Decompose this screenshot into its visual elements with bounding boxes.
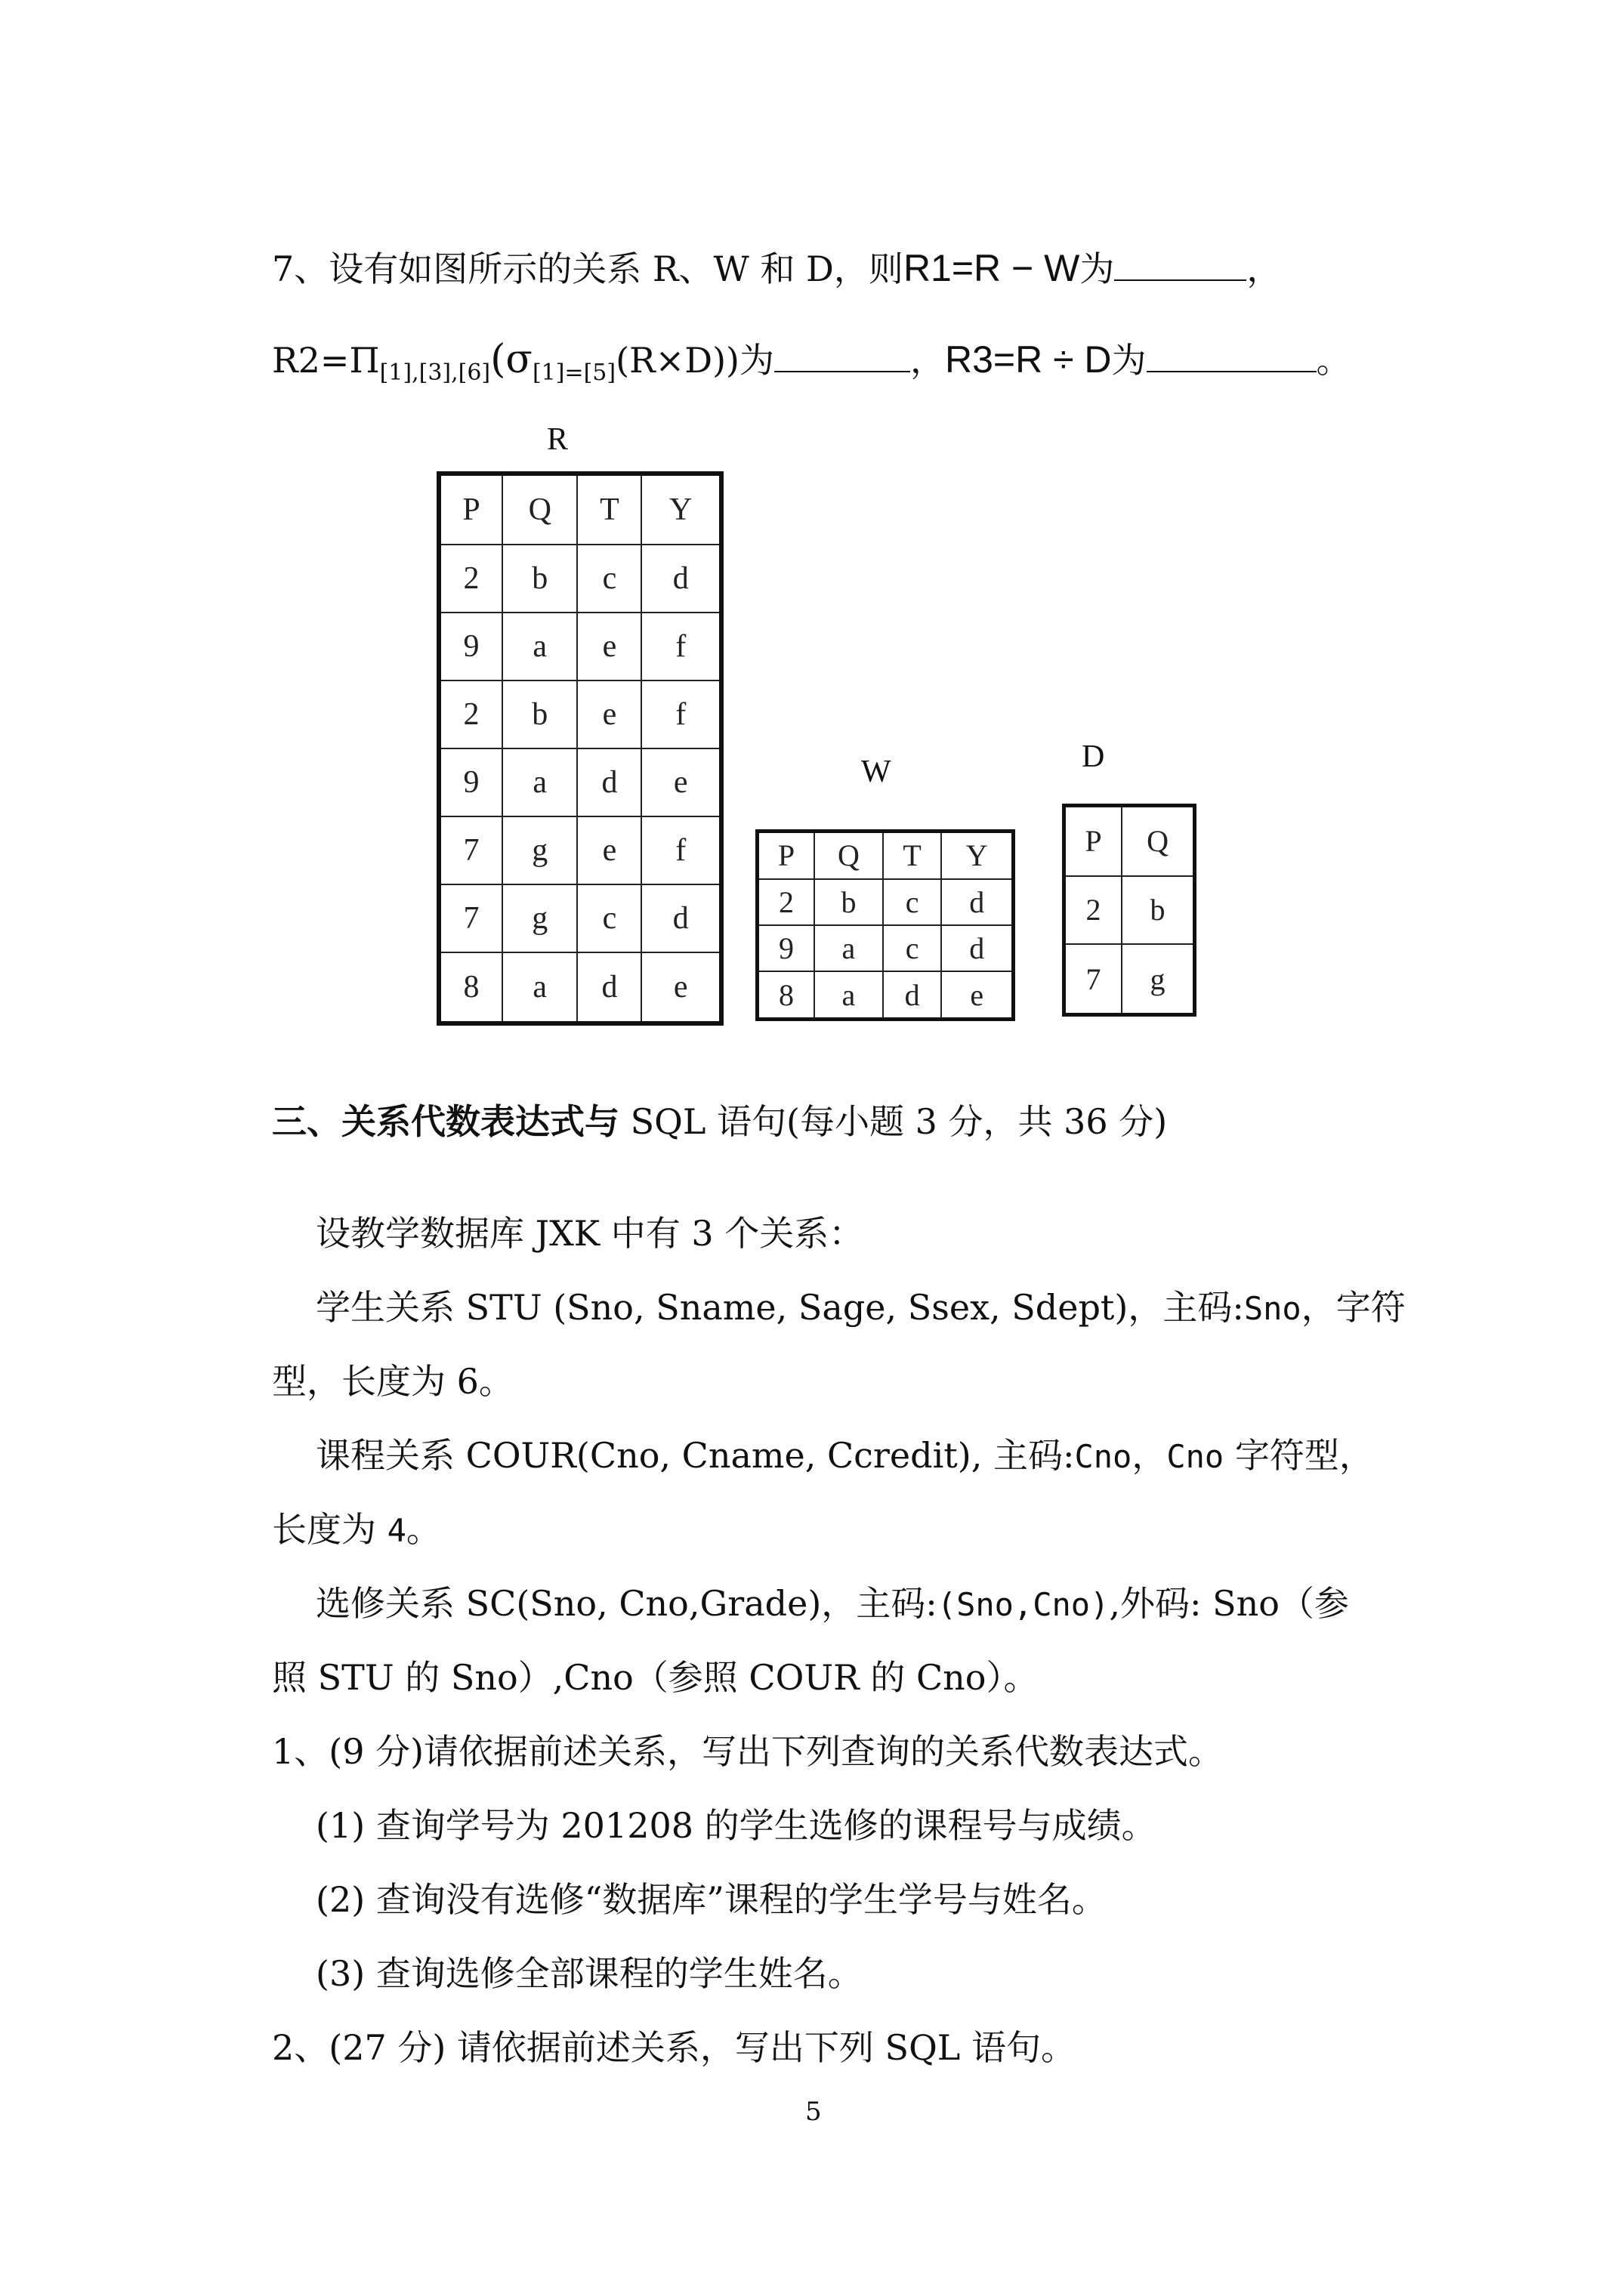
q7-r3-suffix: 为 — [1111, 340, 1147, 381]
q1-item-2: (2) 查询没有选修“数据库”课程的学生学号与姓名。 — [316, 1879, 1107, 1920]
relation-table-r — [437, 471, 724, 1026]
sc-line1 — [316, 1583, 1349, 1624]
table-cell: 7 — [439, 884, 502, 952]
table-cell: e — [577, 613, 641, 680]
q1-item-1: (1) 查询学号为 201208 的学生选修的课程号与成绩。 — [316, 1805, 1156, 1846]
q7-r3-expr: R3=R ÷ D — [944, 338, 1112, 381]
relation-table-w — [755, 829, 1015, 1021]
table-cell: e — [641, 952, 721, 1023]
cour-line1-a: 课程关系 COUR(Cno, Cname, Ccredit), 主码: — [316, 1435, 1075, 1476]
table-cell: d — [641, 545, 721, 613]
section3-title-a: 三、关系代数表达式与 — [272, 1101, 619, 1142]
table-cell: d — [577, 748, 641, 816]
cour-line1-c: 字符型， — [1224, 1435, 1374, 1476]
table-cell: e — [941, 971, 1013, 1019]
q7-line2 — [272, 337, 1351, 386]
table-cell: b — [502, 545, 577, 613]
table-row — [1064, 876, 1195, 944]
table-cell: 2 — [439, 545, 502, 613]
answer-blank-r1[interactable] — [1114, 249, 1246, 281]
table-cell: d — [941, 925, 1013, 971]
table-header-cell: Q — [814, 832, 883, 879]
stu-line1-b: ，字符 — [1301, 1287, 1406, 1328]
cour-key-code: Cno — [1074, 1438, 1132, 1475]
table-cell: f — [641, 816, 721, 884]
table-label-d: D — [1082, 739, 1105, 774]
table-header-cell: T — [883, 832, 942, 879]
table-cell: b — [502, 680, 577, 748]
stu-line1-a: 学生关系 STU (Sno, Sname, Sage, Ssex, Sdept)，主码: — [316, 1287, 1244, 1328]
table-cell: e — [577, 816, 641, 884]
table-cell: d — [941, 879, 1013, 925]
table-cell: e — [577, 680, 641, 748]
table-row — [439, 545, 721, 613]
table-cell: 9 — [758, 925, 815, 971]
page-number: 5 — [805, 2097, 822, 2127]
table-header-row — [439, 474, 721, 545]
table-cell: 8 — [758, 971, 815, 1019]
table-cell: g — [1122, 944, 1194, 1014]
table-cell: 9 — [439, 748, 502, 816]
cour-line2-a: 长度为 — [272, 1509, 387, 1550]
table-header-row — [1064, 806, 1195, 876]
table-cell: 2 — [758, 879, 815, 925]
q1-item-3: (3) 查询选修全部课程的学生姓名。 — [316, 1953, 863, 1994]
table-header-cell: P — [758, 832, 815, 879]
table-cell: d — [641, 884, 721, 952]
table-cell: a — [502, 952, 577, 1023]
q7-line1 — [272, 249, 1281, 287]
table-cell: b — [814, 879, 883, 925]
table-cell: a — [502, 748, 577, 816]
intro-text: 设教学数据库 JXK 中有 3 个关系： — [316, 1213, 864, 1254]
section3-title-b: SQL 语句(每小题 3 分，共 36 分) — [619, 1101, 1168, 1142]
sigma-subscript: [1]=[5] — [532, 360, 616, 386]
table-cell: e — [641, 748, 721, 816]
table-cell: c — [577, 545, 641, 613]
table-cell: a — [814, 971, 883, 1019]
table-cell: 7 — [1064, 944, 1122, 1014]
q7-r2-inner: (R×D))为 — [616, 340, 774, 381]
table-label-r: R — [547, 422, 569, 457]
table-header-cell: P — [1064, 806, 1122, 876]
stu-line2: 型，长度为 6。 — [272, 1361, 514, 1402]
table-label-w: W — [861, 755, 891, 789]
table-cell: 2 — [1064, 876, 1122, 944]
section3-heading — [272, 1101, 1168, 1142]
table-header-cell: Y — [641, 474, 721, 545]
table-header-cell: P — [439, 474, 502, 545]
pi-symbol: Π — [349, 340, 380, 381]
sc-key-code: (Sno,Cno) — [937, 1586, 1110, 1623]
stu-line1 — [316, 1287, 1406, 1328]
table-cell: 9 — [439, 613, 502, 680]
table-row — [439, 952, 721, 1023]
cour-line2 — [272, 1509, 441, 1550]
table-header-cell: Q — [502, 474, 577, 545]
table-header-cell: Q — [1122, 806, 1194, 876]
q7-r2-label: R2= — [272, 340, 350, 381]
table-cell: g — [502, 884, 577, 952]
cour-length-code: 4 — [387, 1512, 406, 1549]
q7-line2-mid: ， — [909, 340, 945, 381]
table-row — [1064, 944, 1195, 1014]
stu-key-code: Sno — [1243, 1290, 1301, 1327]
table-header-cell: T — [577, 474, 641, 545]
table-cell: c — [577, 884, 641, 952]
table-row — [439, 613, 721, 680]
table-header-cell: Y — [941, 832, 1013, 879]
table-cell: 8 — [439, 952, 502, 1023]
table-cell: b — [1122, 876, 1194, 944]
table-cell: d — [577, 952, 641, 1023]
pi-subscript: [1],[3],[6] — [379, 360, 491, 386]
table-row — [439, 884, 721, 952]
sigma-symbol: (σ — [490, 337, 533, 382]
table-cell: d — [883, 971, 942, 1019]
relation-table-d — [1062, 804, 1196, 1017]
answer-blank-r3[interactable] — [1147, 341, 1317, 372]
sc-line1-b: ,外码: Sno（参 — [1109, 1583, 1349, 1624]
q7-line1-end: ， — [1246, 248, 1282, 289]
q7-line1-prefix: 7、设有如图所示的关系 R、W 和 D，则 — [272, 248, 903, 289]
cour-line2-b: 。 — [406, 1509, 441, 1550]
q1-title: 1、(9 分)请依据前述关系，写出下列查询的关系代数表达式。 — [272, 1731, 1224, 1772]
table-row — [439, 816, 721, 884]
q7-r1-expr: R1=R − W — [903, 247, 1080, 289]
cour-line1-b: ， — [1132, 1435, 1167, 1476]
table-row — [758, 879, 1014, 925]
table-cell: f — [641, 680, 721, 748]
table-row — [439, 680, 721, 748]
sc-line2: 照 STU 的 Sno）,Cno（参照 COUR 的 Cno）。 — [272, 1657, 1039, 1698]
table-cell: 2 — [439, 680, 502, 748]
table-cell: a — [814, 925, 883, 971]
table-cell: f — [641, 613, 721, 680]
table-cell: c — [883, 879, 942, 925]
answer-blank-r2[interactable] — [774, 341, 910, 372]
q7-line2-end: 。 — [1316, 340, 1351, 381]
table-cell: c — [883, 925, 942, 971]
table-header-row — [758, 832, 1014, 879]
table-row — [439, 748, 721, 816]
cour-type-code: Cno — [1166, 1438, 1224, 1475]
table-cell: g — [502, 816, 577, 884]
q2-title: 2、(27 分) 请依据前述关系，写出下列 SQL 语句。 — [272, 2027, 1076, 2068]
table-row — [758, 925, 1014, 971]
table-cell: 7 — [439, 816, 502, 884]
q7-line1-suffix: 为 — [1079, 248, 1115, 289]
cour-line1 — [316, 1435, 1374, 1476]
table-cell: a — [502, 613, 577, 680]
sc-line1-a: 选修关系 SC(Sno, Cno,Grade)，主码: — [316, 1583, 937, 1624]
table-row — [758, 971, 1014, 1019]
